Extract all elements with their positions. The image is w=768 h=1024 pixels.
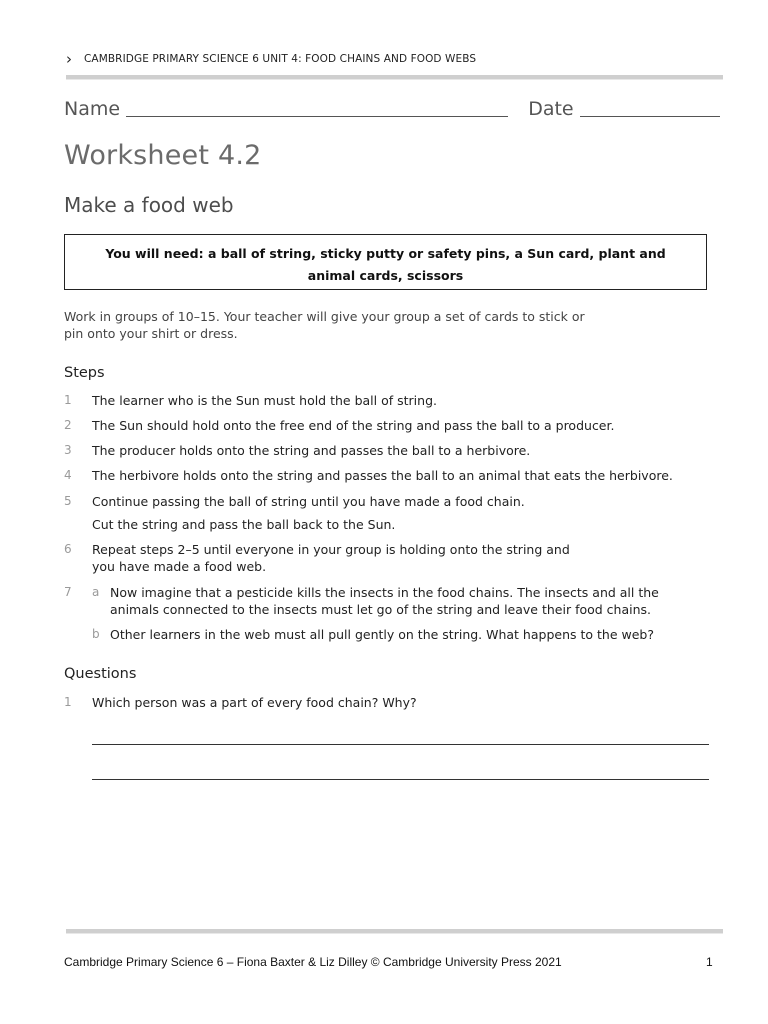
questions-heading: Questions [64, 666, 137, 682]
step-text: The producer holds onto the string and passes the ball to a herbivore. [92, 443, 531, 458]
step-text [92, 493, 712, 533]
step-line: Cut the string and pass the ball back to the Sun. [92, 517, 396, 532]
step-number: 6 [64, 542, 72, 556]
answer-line[interactable] [92, 779, 709, 780]
footer-divider [66, 929, 723, 934]
intro-paragraph [64, 308, 604, 342]
step-number: 7 [64, 585, 72, 599]
materials-text [105, 243, 666, 287]
step-line: Continue passing the ball of string until you have made a food chain. [92, 494, 525, 509]
materials-line-2: animal cards, scissors [307, 268, 464, 283]
step-line: you have made a food web. [92, 559, 267, 574]
name-label: Name [64, 98, 121, 120]
header-breadcrumb: CAMBRIDGE PRIMARY SCIENCE 6 UNIT 4: FOOD CHAINS AND FOOD WEBS [84, 53, 477, 65]
date-label: Date [528, 98, 574, 120]
running-header [64, 50, 724, 70]
name-blank[interactable] [126, 99, 508, 117]
sub-step-line: animals connected to the insects must let go of the string and leave their food chains. [110, 602, 652, 617]
step-number: 2 [64, 418, 72, 432]
footer-credit: Cambridge Primary Science 6 – Fiona Baxter & Liz Dilley © Cambridge University Press 2021 [64, 955, 562, 969]
step-number: 5 [64, 494, 72, 508]
page-number: 1 [706, 955, 713, 969]
worksheet-title: Worksheet 4.2 [64, 140, 262, 171]
question-number: 1 [64, 695, 72, 709]
intro-line-2: pin onto your shirt or dress. [64, 326, 238, 341]
sub-step-letter: a [92, 585, 100, 599]
header-divider [66, 75, 723, 80]
date-blank[interactable] [580, 99, 720, 117]
step-number: 4 [64, 468, 72, 482]
step-text [92, 541, 712, 575]
name-date-line [64, 98, 720, 120]
question-text: Which person was a part of every food chain? Why? [92, 695, 417, 710]
chevron-right-icon: › [66, 50, 72, 68]
step-text: The Sun should hold onto the free end of the string and pass the ball to a producer. [92, 418, 615, 433]
step-number: 3 [64, 443, 72, 457]
step-line: Repeat steps 2–5 until everyone in your group is holding onto the string and [92, 542, 570, 557]
answer-line[interactable] [92, 744, 709, 745]
sub-step-text: Other learners in the web must all pull gently on the string. What happens to the web? [110, 627, 654, 642]
intro-line-1: Work in groups of 10–15. Your teacher will give your group a set of cards to stick or [64, 309, 585, 324]
sub-step-line: Now imagine that a pesticide kills the insects in the food chains. The insects and all the [110, 585, 659, 600]
sub-step-text [110, 584, 710, 618]
worksheet-subtitle: Make a food web [64, 193, 234, 217]
steps-heading: Steps [64, 365, 105, 381]
sub-step-letter: b [92, 627, 100, 641]
materials-box [64, 234, 707, 290]
step-text: The herbivore holds onto the string and passes the ball to an animal that eats the herbivore. [92, 468, 673, 483]
materials-line-1: You will need: a ball of string, sticky putty or safety pins, a Sun card, plant and [105, 246, 666, 261]
step-number: 1 [64, 393, 72, 407]
step-text: The learner who is the Sun must hold the ball of string. [92, 393, 437, 408]
